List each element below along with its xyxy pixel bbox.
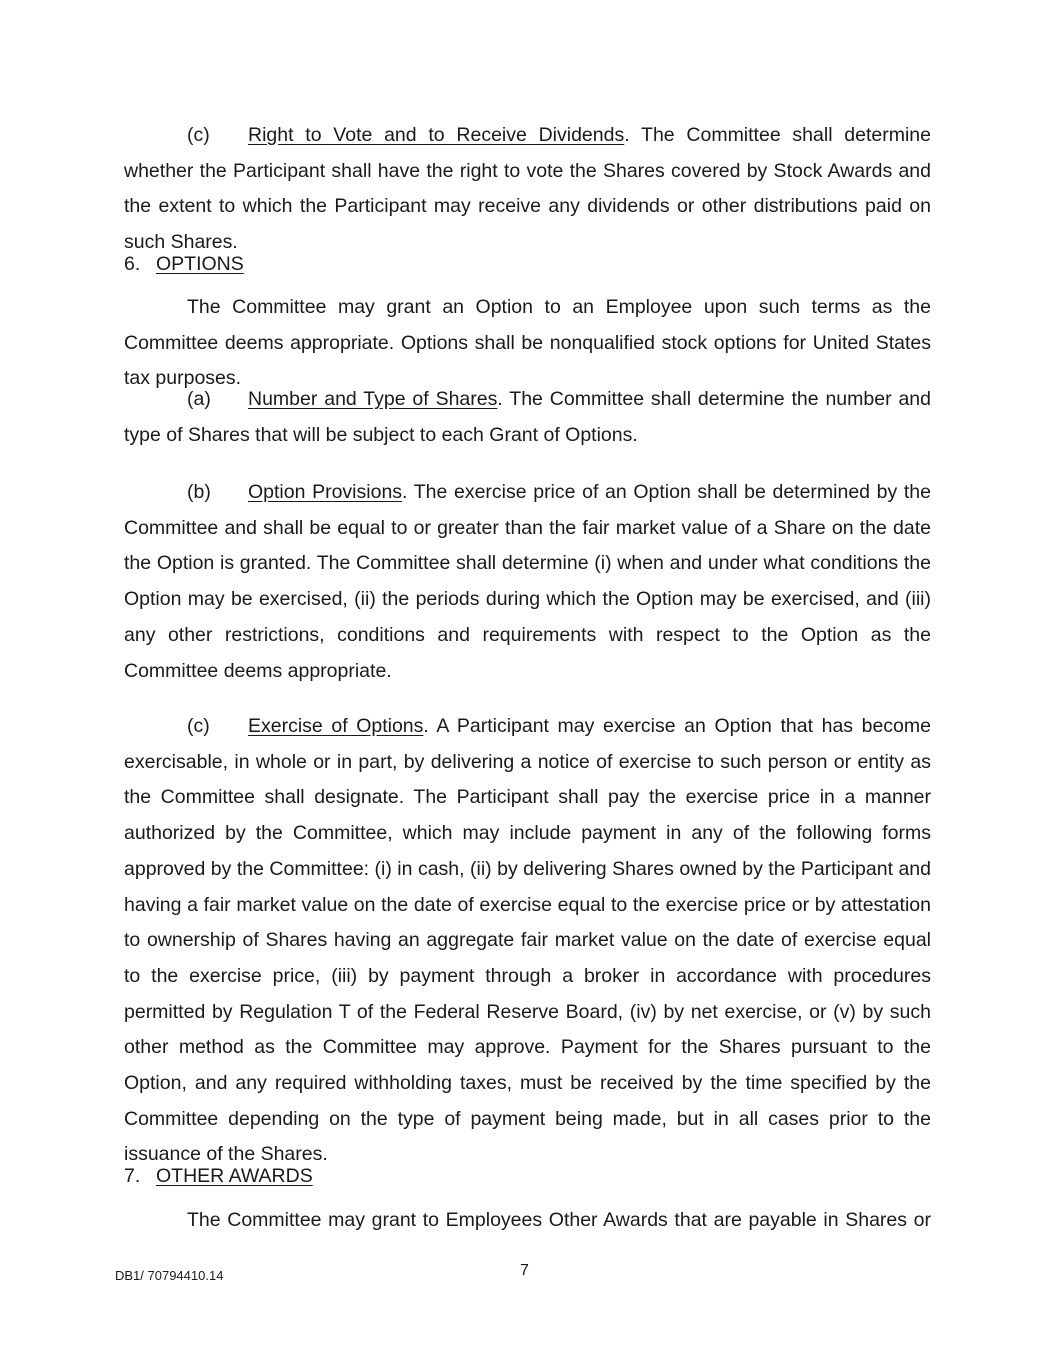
paragraph-label: (a) — [187, 388, 211, 410]
page-number: 7 — [520, 1262, 529, 1279]
paragraph-title: Number and Type of Shares — [248, 388, 498, 410]
paragraph-text: . The Committee shall determine whether the Participant shall have the right to vote the Shares covered by Stock Awards and the extent to which the Participant may receive any dividends or other distributions paid on such Shares. — [124, 124, 931, 254]
paragraph-text: The Committee may grant an Option to an Employee upon such terms as the Committee deems appropriate. Options shall be nonqualified stock options for United States tax purposes. — [124, 296, 931, 390]
section-title: OTHER AWARDS — [156, 1165, 313, 1187]
paragraph-5c — [124, 118, 931, 261]
paragraph-label: (c) — [187, 715, 210, 737]
paragraph-text: . The Committee shall determine the number and type of Shares that will be subject to each Grant of Options. — [124, 388, 931, 446]
paragraph-text: . The exercise price of an Option shall be determined by the Committee and shall be equal to or greater than the fair market value of a Share on the date the Option is granted. The Committee shall determine (i) when and under what conditions the Option may be exercised, (ii) the periods during which the Option may be exercised, and (iii) any other restrictions, conditions and requirements with respect to the Option as the Committee deems appropriate. — [124, 481, 931, 682]
section-7-intro — [124, 1203, 931, 1239]
paragraph-6a — [124, 382, 931, 453]
paragraph-text: The Committee may grant to Employees Other Awards that are payable in Shares or — [187, 1209, 931, 1231]
section-6-heading — [124, 253, 244, 276]
paragraph-title: Right to Vote and to Receive Dividends — [248, 124, 625, 146]
paragraph-label: (b) — [187, 481, 211, 503]
section-title: OPTIONS — [156, 253, 244, 275]
paragraph-title: Exercise of Options — [248, 715, 424, 737]
paragraph-title: Option Provisions — [248, 481, 403, 503]
paragraph-6c — [124, 709, 931, 1173]
paragraph-text: . A Participant may exercise an Option that has become exercisable, in whole or in part, by delivering a notice of exercise to such person or entity as the Committee shall designate. The Participant shall pay the exercise price in a manner authorized by the Committee, which may include payment in any of the following forms approved by the Committee: (i) in cash, (ii) by delivering Shares owned by the Participant and having a fair market value on the date of exercise equal to the exercise price or by attestation to ownership of Shares having an aggregate fair market value on the date of exercise equal to the exercise price, (iii) by payment through a broker in accordance with procedures permitted by Regulation T of the Federal Reserve Board, (iv) by net exercise, or (v) by such other method as the Committee may approve. Payment for the Shares pursuant to the Option, and any required withholding taxes, must be received by the time specified by the Committee depending on the type of payment being made, but in all cases prior to the issuance of the Shares. — [124, 715, 931, 1166]
section-number: 6. — [124, 253, 141, 275]
paragraph-6b — [124, 475, 931, 689]
paragraph-label: (c) — [187, 124, 210, 146]
section-number: 7. — [124, 1165, 141, 1187]
section-7-heading — [124, 1165, 313, 1188]
document-id: DB1/ 70794410.14 — [115, 1268, 224, 1283]
